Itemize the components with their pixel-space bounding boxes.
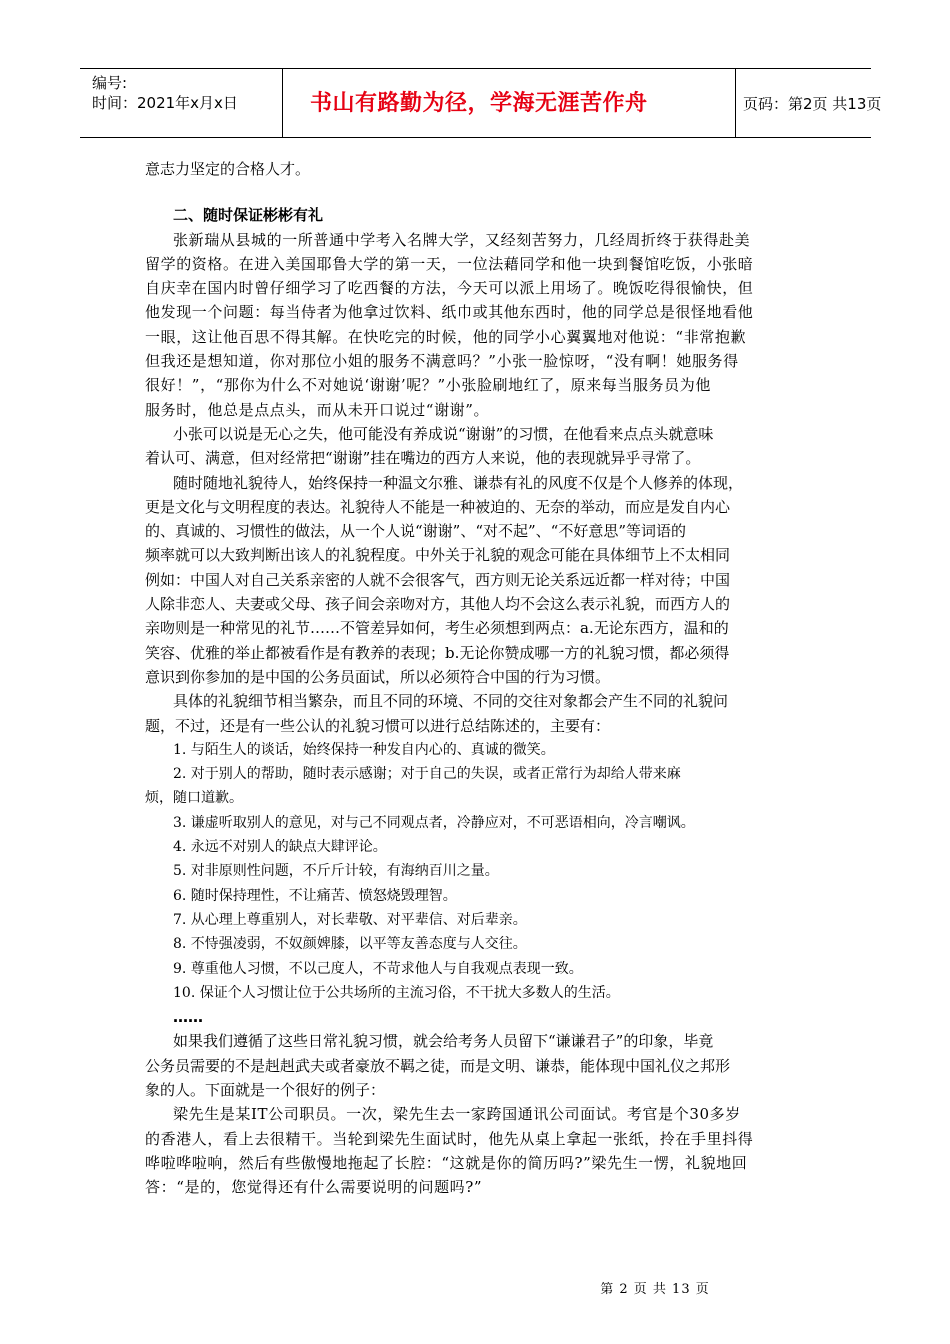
list-item: 2. 对于别人的帮助，随时表示感谢；对于自己的失误，或者正常行为却给人带来麻 (173, 766, 681, 783)
text-line: 频率就可以大致判断出该人的礼貌程度。中外关于礼貌的观念可能在具体细节上不太相同 (145, 546, 731, 565)
text-line: 公务员需要的不是赳赳武夫或者豪放不羁之徒，而是文明、谦恭，能体现中国礼仪之邦形 (145, 1056, 731, 1075)
list-item: 3. 谦虚听取别人的意见，对与己不同观点者，冷静应对，不可恶语相向，冷言嘲讽。 (173, 814, 695, 831)
page-label: 页码：第2页 共13页 (743, 95, 882, 113)
list-item: 7. 从心理上尊重别人，对长辈敬、对平辈信、对后辈亲。 (173, 911, 527, 928)
document-body (145, 157, 813, 1199)
text-line: 例如：中国人对自己关系亲密的人就不会很客气，西方则无论关系远近都一样对待；中国 (145, 570, 731, 589)
text-line: 留学的资格。在进入美国耶鲁大学的第一天，一位法藉同学和他一块到餐馆吃饭，小张暗 (145, 254, 754, 273)
time-label: 时间：2021年x月x日 (92, 94, 238, 112)
text-line: 自庆幸在国内时曾仔细学习了吃西餐的方法，今天可以派上用场了。晚饭吃得很愉快，但 (145, 279, 754, 298)
text-line: 他发现一个问题：每当侍者为他拿过饮料、纸巾或其他东西时，他的同学总是很怪地看他 (145, 303, 754, 322)
text-line: 象的人。下面就是一个很好的例子： (145, 1080, 386, 1099)
number-label: 编号: (92, 74, 128, 92)
list-item: 5. 对非原则性问题，不斤斤计较，有海纳百川之量。 (173, 863, 499, 880)
list-item-continuation: 烦，随口道歉。 (145, 790, 243, 807)
text-line: 张新瑞从县城的一所普通中学考入名牌大学，又经刻苦努力，几经周折终于获得赴美 (173, 230, 751, 249)
text-line: 亲吻则是一种常见的礼节……不管差异如何，考生必须想到两点：a.无论东西方，温和的 (145, 619, 729, 638)
list-item: 4. 永远不对别人的缺点大肆评论。 (173, 839, 387, 856)
text-line: 的香港人，看上去很精干。当轮到梁先生面试时，他先从桌上拿起一张纸，拎在手里抖得 (145, 1129, 754, 1148)
text-line: 一眼，这让他百思不得其解。在快吃完的时候，他的同学小心翼翼地对他说：“非常抱歉 (145, 327, 747, 346)
text-line: 梁先生是某IT公司职员。一次，梁先生去一家跨国通讯公司面试。考官是个30多岁 (173, 1105, 741, 1124)
list-item: 1. 与陌生人的谈话，始终保持一种发自内心的、真诚的微笑。 (173, 741, 555, 758)
text-line: 小张可以说是无心之失，他可能没有养成说“谢谢”的习惯，在他看来点点头就意味 (173, 424, 714, 443)
text-line: 笑容、优雅的举止都被看作是有教养的表现；b.无论你赞成哪一方的礼貌习惯，都必须得 (145, 643, 730, 662)
text-line: 答：“是的，您觉得还有什么需要说明的问题吗?” (145, 1178, 483, 1197)
list-item: 9. 尊重他人习惯，不以己度人，不苛求他人与自我观点表现一致。 (173, 960, 583, 977)
text-line: 随时随地礼貌待人，始终保持一种温文尔雅、谦恭有礼的风度不仅是个人修养的体现， (173, 473, 744, 492)
text-line: 如果我们遵循了这些日常礼貌习惯，就会给考务人员留下“谦谦君子”的印象，毕竟 (173, 1032, 714, 1051)
text-line: 具体的礼貌细节相当繁杂，而且不同的环境、不同的交往对象都会产生不同的礼貌问 (173, 692, 729, 711)
text-line: 着认可、满意，但对经常把“谢谢”挂在嘴边的西方人来说，他的表现就异乎寻常了。 (145, 449, 701, 468)
list-item: 10. 保证个人习惯让位于公共场所的主流习俗，不干扰大多数人的生活。 (173, 984, 620, 1001)
text-line: 更是文化与文明程度的表达。礼貌待人不能是一种被迫的、无奈的举动，而应是发自内心 (145, 497, 731, 516)
text-line: 人除非恋人、夫妻或父母、孩子间会亲吻对方，其他人均不会这么表示礼貌，而西方人的 (145, 595, 731, 614)
text-line: 很好！”，“那你为什么不对她说‘谢谢’呢？”小张脸刷地红了，原来每当服务员为他 (145, 376, 711, 395)
header-page-cell (735, 69, 882, 137)
list-item: 6. 随时保持理性，不让痛苦、愤怒烧毁理智。 (173, 887, 457, 904)
list-item: 8. 不恃强凌弱，不奴颜婢膝，以平等友善态度与人交往。 (173, 936, 527, 953)
header-motto-cell (282, 69, 736, 137)
page-footer: 第 2 页 共 13 页 (600, 1282, 710, 1297)
header-info-cell (80, 69, 282, 137)
text-line: 意志力坚定的合格人才。 (145, 160, 311, 178)
motto-text: 书山有路勤为径，学海无涯苦作舟 (310, 91, 648, 116)
section-heading: 二、随时保证彬彬有礼 (173, 206, 324, 225)
ellipsis-line: …… (173, 1008, 203, 1027)
text-line: 服务时，他总是点点头，而从未开口说过“谢谢”。 (145, 400, 490, 419)
text-line: 意识到你参加的是中国的公务员面试，所以必须符合中国的行为习惯。 (145, 667, 611, 686)
text-line: 哗啦哗啦响，然后有些傲慢地拖起了长腔：“这就是你的简历吗?”梁先生一愣，礼貌地回 (145, 1153, 748, 1172)
text-line: 题，不过，还是有一些公认的礼貌习惯可以进行总结陈述的，主要有： (145, 716, 611, 735)
text-line: 的、真诚的、习惯性的做法，从一个人说“谢谢”、“对不起”、“不好意思”等词语的 (145, 522, 687, 541)
text-line: 但我还是想知道，你对那位小姐的服务不满意吗？”小张一脸惊呀，“没有啊！她服务得 (145, 352, 739, 371)
header-table (80, 68, 882, 138)
